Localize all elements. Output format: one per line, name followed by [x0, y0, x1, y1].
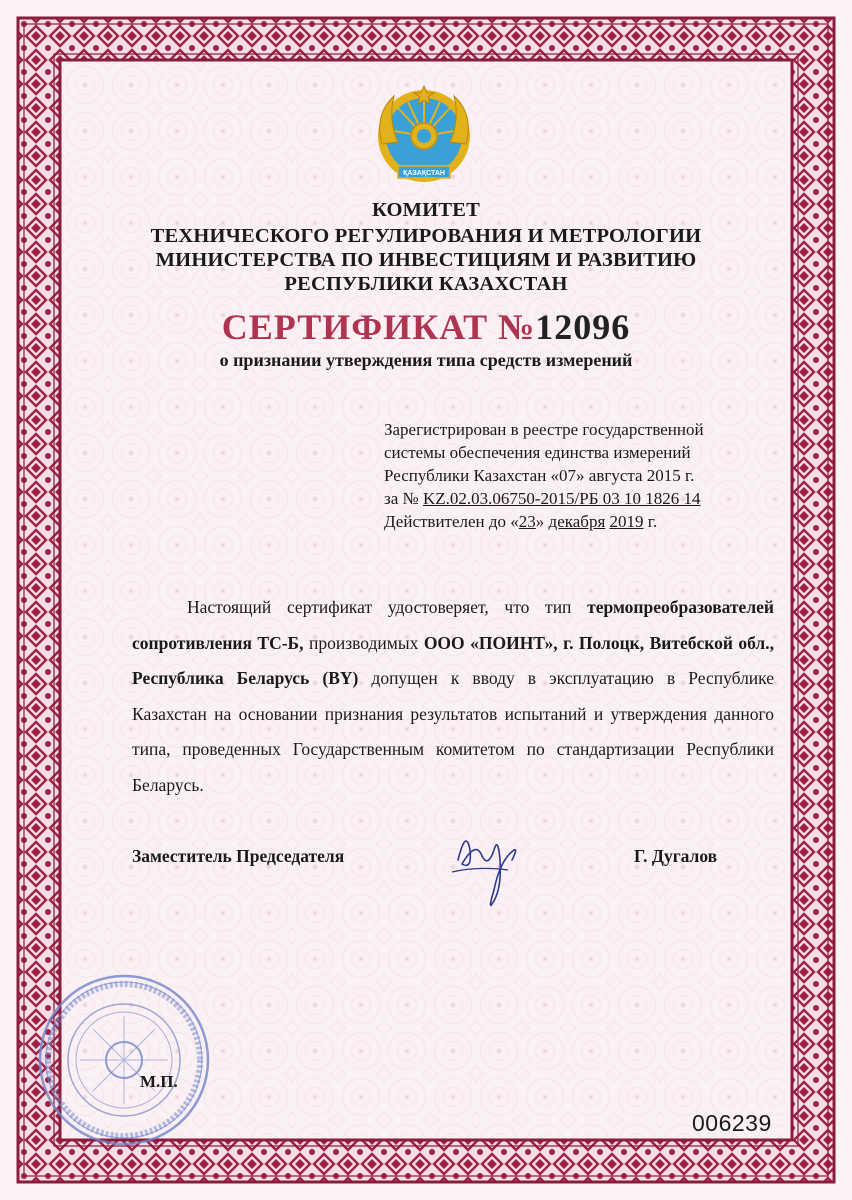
manufacturer: ООО «ПОИНТ», г. Полоцк, Витебской обл., Республика Беларусь (BY) [132, 632, 774, 688]
registration-line-1: Зарегистрирован в реестре государственной [384, 420, 704, 439]
certificate-body: Настоящий сертификат удостоверяет, что тип термопреобразователей сопротивления ТС-Б, производимых ООО «ПОИНТ», г. Полоцк, Витебской обл., Республика Беларусь (BY) допущен к вводу в эксплуатацию в Республике Казахстан на основании признания результатов испытаний и утверждения данного типа, проведенных Государственным комитетом по стандартизации Республики Беларусь. [132, 597, 774, 795]
signatory-name: Г. Дугалов [634, 846, 718, 866]
registration-number: KZ.02.03.06750-2015/РБ 03 10 1826 14 [422, 489, 701, 508]
official-seal-icon [36, 972, 212, 1148]
certificate-number: 12096 [535, 307, 631, 347]
seal-mark: М.П. [140, 1072, 178, 1091]
handwritten-signature [448, 820, 528, 910]
certificate-title [100, 306, 752, 348]
kazakhstan-emblem-icon [368, 84, 480, 184]
valid-month: декабря [548, 512, 606, 531]
header-line-3: МИНИСТЕРСТВА ПО ИНВЕСТИЦИЯМ И РАЗВИТИЮ [155, 249, 697, 271]
instrument-type: термопреобразователей сопротивления ТС-Б, [132, 597, 774, 653]
valid-year: 2019 [609, 512, 644, 531]
registration-line-3: Республики Казахстан «07» августа 2015 г. [384, 466, 695, 485]
header-line-4: РЕСПУБЛИКИ КАЗАХСТАН [284, 273, 568, 295]
certificate-subtitle: о признании утверждения типа средств измерений [219, 350, 633, 370]
registration-line-2: системы обеспечения единства измерений [384, 443, 691, 462]
header-line-2: ТЕХНИЧЕСКОГО РЕГУЛИРОВАНИЯ И МЕТРОЛОГИИ [150, 225, 702, 247]
serial-number: 006239 [692, 1110, 772, 1136]
registration-line-4: за № KZ.02.03.06750-2015/РБ 03 10 1826 14 [384, 489, 701, 508]
validity-line: Действителен до «23» декабря 2019 г. [384, 512, 658, 531]
emblem-label: ҚАЗАҚСТАН [403, 170, 445, 177]
valid-day: 23 [518, 512, 536, 531]
signatory-role: Заместитель Председателя [132, 846, 345, 866]
header-line-1: КОМИТЕТ [371, 199, 480, 221]
certificate-title-word: СЕРТИФИКАТ № [221, 307, 536, 347]
registration-block [384, 418, 774, 533]
